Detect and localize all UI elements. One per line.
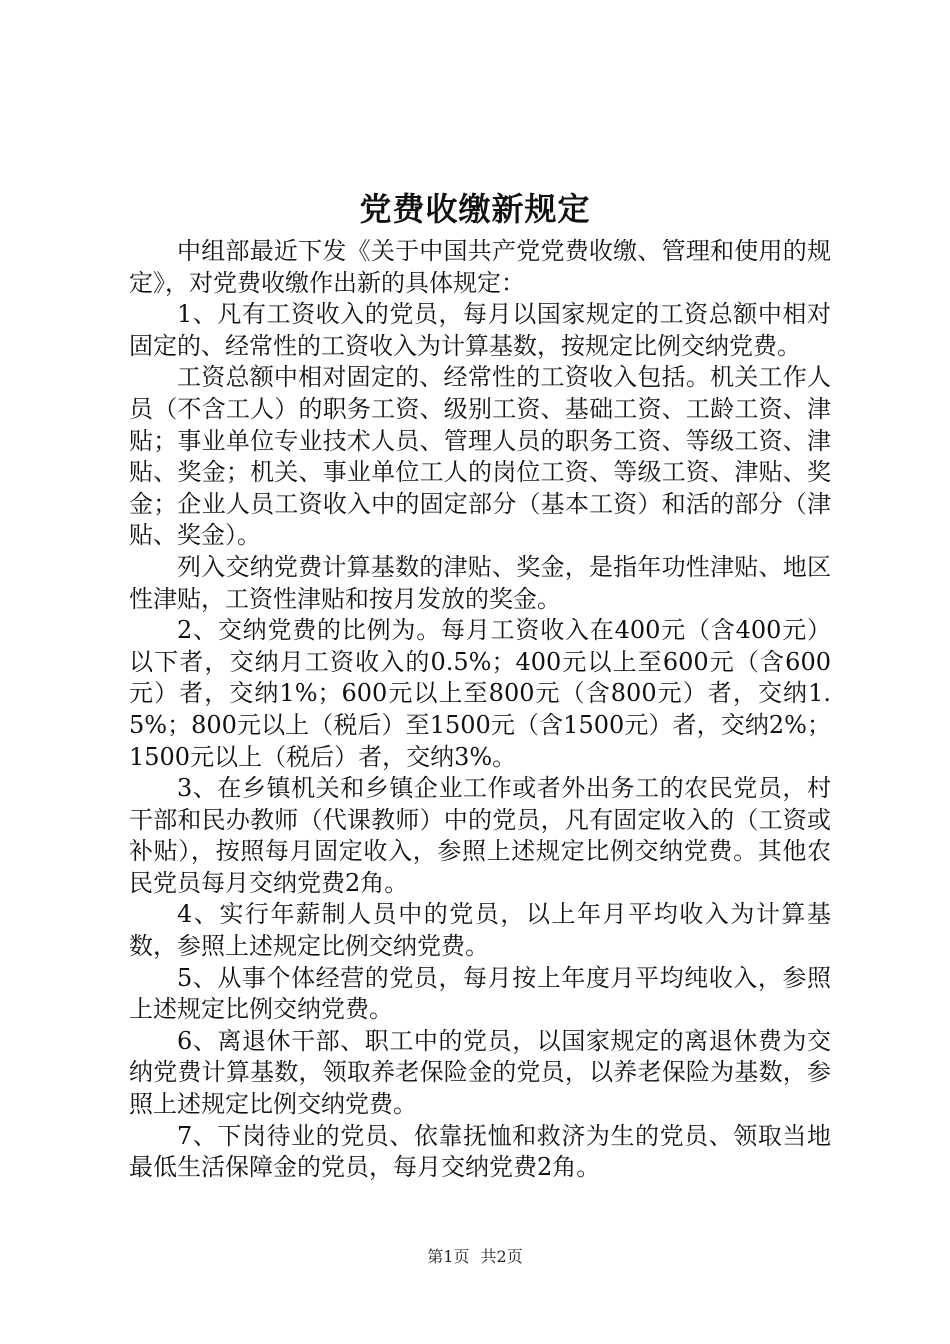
paragraph-rule-2: 2、交纳党费的比例为。每月工资收入在400元（含400元）以下者，交纳月工资收入的0.5%；400元以上至600元（含600元）者，交纳1%；600元以上至800元（含800元）者，交纳1.5%；800元以上（税后）至1500元（含1500元）者，交纳2%；1500元以上（税后）者，交纳3%。 — [129, 616, 831, 771]
paragraph-rule-3: 3、在乡镇机关和乡镇企业工作或者外出务工的农民党员，村干部和民办教师（代课教师）中的党员，凡有固定收入的（工资或补贴），按照每月固定收入，参照上述规定比例交纳党费。其他农民党员每月交纳党费2角。 — [129, 774, 831, 897]
paragraph-rule-6: 6、离退休干部、职工中的党员，以国家规定的离退休费为交纳党费计算基数，领取养老保险金的党员，以养老保险为基数，参照上述规定比例交纳党费。 — [129, 1026, 831, 1119]
paragraph-rule-4: 4、实行年薪制人员中的党员，以上年月平均收入为计算基数，参照上述规定比例交纳党费。 — [129, 900, 831, 961]
page-footer — [0, 1244, 950, 1267]
page-number-total: 共2页 — [480, 1247, 523, 1266]
document-body — [129, 236, 831, 1184]
page-number-current: 第1页 — [427, 1247, 470, 1266]
paragraph-rule-5: 5、从事个体经营的党员，每月按上年度月平均纯收入，参照上述规定比例交纳党费。 — [129, 963, 831, 1024]
paragraph-wage-composition: 工资总额中相对固定的、经常性的工资收入包括。机关工作人员（不含工人）的职务工资、级别工资、基础工资、工龄工资、津贴；事业单位专业技术人员、管理人员的职务工资、等级工资、津贴、奖金；机关、事业单位工人的岗位工资、等级工资、津贴、奖金；企业人员工资收入中的固定部分（基本工资）和活的部分（津贴、奖金）。 — [129, 363, 831, 550]
paragraph-intro: 中组部最近下发《关于中国共产党党费收缴、管理和使用的规定》，对党费收缴作出新的具体规定： — [129, 237, 831, 297]
paragraph-allowance-definition: 列入交纳党费计算基数的津贴、奖金，是指年功性津贴、地区性津贴，工资性津贴和按月发放的奖金。 — [129, 552, 831, 613]
document-title: 党费收缴新规定 — [359, 190, 591, 228]
paragraph-rule-7: 7、下岗待业的党员、依靠抚恤和救济为生的党员、领取当地最低生活保障金的党员，每月交纳党费2角。 — [129, 1121, 831, 1182]
paragraph-rule-1: 1、凡有工资收入的党员，每月以国家规定的工资总额中相对固定的、经常性的工资收入为计算基数，按规定比例交纳党费。 — [129, 300, 831, 360]
